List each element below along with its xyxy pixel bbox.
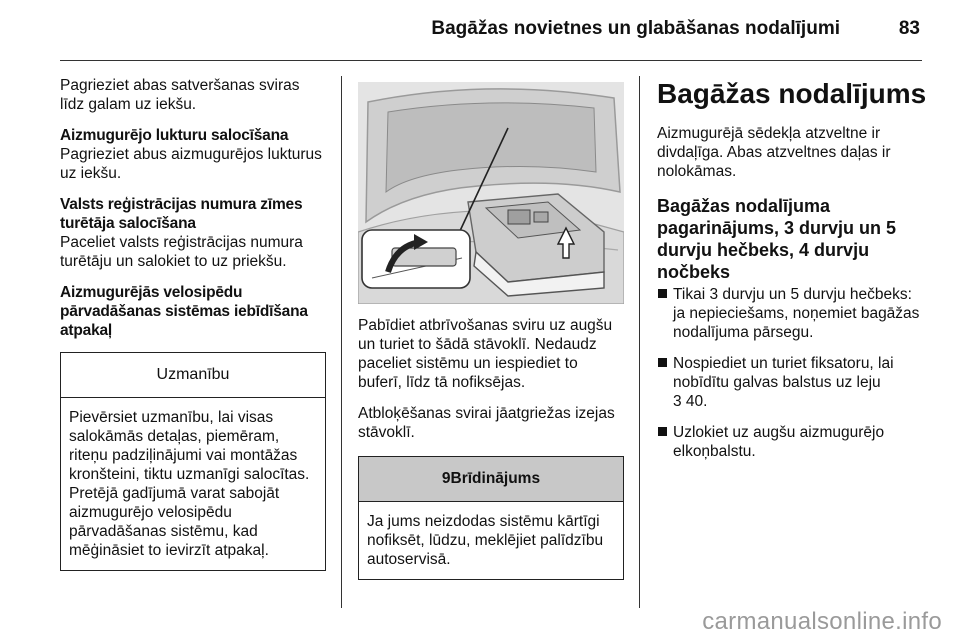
bullet-square-icon bbox=[658, 358, 667, 367]
column-middle bbox=[358, 76, 624, 580]
section-intro: Aizmugurējā sēdekļa atzveltne ir divdaļīga. Abas atzveltnes daļas ir nolokāmas. bbox=[657, 125, 891, 180]
unlock-lever-note: Atbloķēšanas svirai jāatgriežas izejas stāvoklī. bbox=[358, 405, 615, 441]
list-item-text: Nospiediet un turiet fiksatoru, lai nobīdītu galvas balstus uz leju bbox=[673, 355, 894, 391]
list-item bbox=[657, 354, 927, 411]
list-item bbox=[657, 423, 927, 461]
section-title: Bagāžas nodalījums bbox=[657, 78, 927, 109]
page-header bbox=[0, 0, 960, 60]
header-title: Bagāžas novietnes un glabāšanas nodalījumi bbox=[431, 18, 840, 39]
caution-text: Pievērsiet uzmanību, lai visas salokāmās detaļas, piemēram, riteņu padziļinājumi vai montāžas kronšteini, tiktu uzmanīgi salocītas. Pretējā gadījumā varat sabojāt aizmugurējo velosipēdu pārvadāšanas sistēmu, kad mēģināsiet to ievirzīt atpakaļ. bbox=[69, 409, 310, 559]
plate-heading: Valsts reģistrācijas numura zīmes turētāja salocīšana bbox=[60, 196, 303, 232]
watermark: carmanualsonline.info bbox=[702, 608, 942, 635]
page-number: 83 bbox=[898, 18, 920, 39]
warning-header bbox=[359, 457, 623, 502]
bike-carrier-release-illustration bbox=[358, 82, 624, 304]
plate-section bbox=[60, 195, 326, 271]
caution-title: Uzmanību bbox=[61, 353, 325, 398]
subsection-title: Bagāžas nodalījuma pagarinājums, 3 durvju un 5 durvju hečbeks, 4 durvju nočbeks bbox=[657, 196, 897, 282]
page-reference: 3 40. bbox=[673, 393, 708, 410]
header-rule bbox=[60, 60, 922, 61]
intro-paragraph: Pagrieziet abas satveršanas sviras līdz galam uz iekšu. bbox=[60, 77, 300, 113]
column-divider-right bbox=[639, 76, 640, 608]
instruction-list bbox=[657, 285, 927, 461]
warning-triangle-icon: 9 bbox=[441, 470, 451, 487]
column-divider-left bbox=[341, 76, 342, 608]
lamp-text: Pagrieziet abus aizmugurējos lukturus uz iekšu. bbox=[60, 146, 322, 182]
list-item-text: Tikai 3 durvju un 5 durvju hečbeks: ja nepieciešams, noņemiet bagāžas nodalījuma pārsegu. bbox=[673, 286, 920, 341]
list-item-text: Uzlokiet uz augšu aizmugurējo elkoņbalstu. bbox=[673, 424, 885, 460]
column-right bbox=[657, 76, 927, 473]
plate-text: Paceliet valsts reģistrācijas numura turētāju un salokiet to uz priekšu. bbox=[60, 234, 303, 270]
release-instruction: Pabīdiet atbrīvošanas sviru uz augšu un turiet to šādā stāvoklī. Nedaudz paceliet sistēmu un iespiediet to buferī, līdz tā nofiksējas. bbox=[358, 317, 613, 391]
warning-title: Brīdinājums bbox=[450, 470, 541, 487]
warning-text: Ja jums neizdodas sistēmu kārtīgi nofiksēt, lūdzu, meklējiet palīdzību autoservisā. bbox=[367, 513, 604, 568]
bike-carrier-illustration-svg bbox=[358, 82, 624, 304]
list-item bbox=[657, 285, 927, 342]
bullet-square-icon bbox=[658, 289, 667, 298]
warning-box bbox=[358, 456, 624, 580]
caution-box bbox=[60, 352, 326, 571]
bullet-square-icon bbox=[658, 427, 667, 436]
column-left bbox=[60, 76, 326, 571]
lamp-heading: Aizmugurējo lukturu salocīšana bbox=[60, 127, 289, 144]
lamp-section bbox=[60, 126, 326, 183]
bike-heading: Aizmugurējās velosipēdu pārvadāšanas sistēmas iebīdīšana atpakaļ bbox=[60, 284, 308, 339]
